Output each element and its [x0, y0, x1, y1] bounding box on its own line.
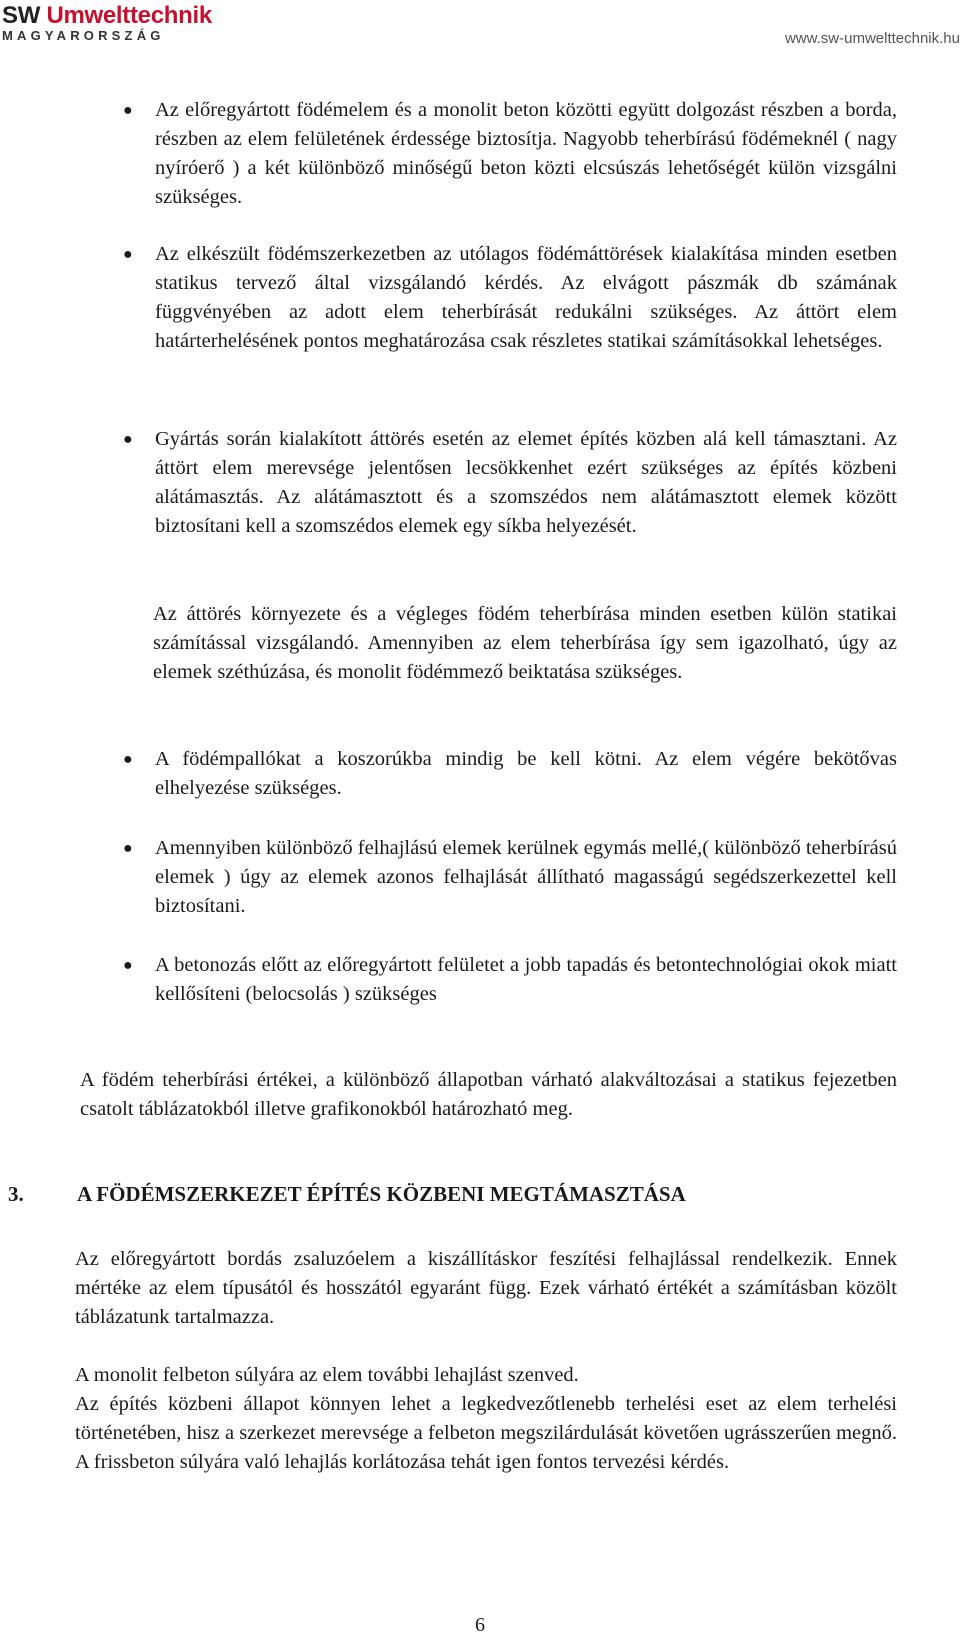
list-item — [123, 834, 897, 921]
page-number: 6 — [475, 1614, 485, 1636]
summary-paragraph: A födém teherbírási értékei, a különböző állapotban várható alakváltozásai a statikus fejezetben csatolt táblázatokból illetve grafikonokból határozható meg. — [80, 1069, 897, 1120]
logo-brand: Umwelttechnik — [46, 2, 212, 29]
section-paragraph: A monolit felbeton súlyára az elem további lehajlást szenved. — [75, 1364, 579, 1386]
bullet-icon: ● — [123, 102, 133, 119]
section-paragraph: Az építés közbeni állapot könnyen lehet a legkedvezőtlenebb terhelési eset az elem terhelési történetében, hisz a szerkezet merevsége a felbeton megszilárdulását követően ugrásszerűen megnő. A frissbeton súlyára való lehajlás korlátozása tehát igen fontos tervezési kérdés. — [75, 1393, 897, 1473]
website-url: www.sw-umwelttechnik.hu — [784, 30, 960, 47]
bullet-icon: ● — [123, 957, 133, 974]
indented-paragraph: Az áttörés környezete és a végleges födém teherbírása minden esetben külön statikai számítással vizsgálandó. Amennyiben az elem teherbírása így sem igazolható, úgy az elemek széthúzása, és monolit födémmező beiktatása szükséges. — [153, 603, 897, 683]
section-number: 3. — [8, 1182, 24, 1206]
bullet-icon: ● — [123, 751, 133, 768]
list-item — [123, 425, 897, 541]
list-item-text: Amennyiben különböző felhajlású elemek kerülnek egymás mellé,( különböző teherbírású elemek ) úgy az elemek azonos felhajlását állítható magasságú segédszerkezettel kell biztosítani. — [155, 837, 897, 917]
list-item-text: Az elkészült födémszerkezetben az utólagos födémáttörések kialakítása minden esetben statikus tervező által vizsgálandó kérdés. Az elvágott pászmák db számának függvényében az adott elem teherbírását redukálni szükséges. Az áttört elem határterhelésének pontos meghatározása csak részletes statikai számításokkal lehetséges. — [155, 243, 897, 352]
bullet-icon: ● — [123, 431, 133, 448]
section-title: A FÖDÉMSZERKEZET ÉPÍTÉS KÖZBENI MEGTÁMASZTÁSA — [77, 1182, 686, 1206]
logo-sw: SW — [2, 2, 41, 29]
section-heading — [8, 1179, 908, 1209]
list-item — [123, 96, 897, 212]
list-item — [123, 745, 897, 803]
company-logo — [2, 2, 212, 43]
logo-subtitle: MAGYARORSZÁG — [2, 28, 165, 43]
list-item — [123, 240, 897, 356]
bullet-icon: ● — [123, 246, 133, 263]
page-header — [0, 0, 960, 56]
list-item — [123, 951, 897, 1009]
list-item-text: Az előregyártott födémelem és a monolit beton közötti együtt dolgozást részben a borda, részben az elem felületének érdessége biztosítja. Nagyobb teherbírású födémeknél ( nagy nyíróerő ) a két különböző minőségű beton közti elcsúszás lehetőségét külön vizsgálni szükséges. — [155, 99, 897, 208]
bullet-icon: ● — [123, 840, 133, 857]
list-item-text: A födémpallókat a koszorúkba mindig be kell kötni. Az elem végére bekötővas elhelyezése szükséges. — [155, 748, 897, 799]
list-item-text: A betonozás előtt az előregyártott felületet a jobb tapadás és betontechnológiai okok miatt kellősíteni (belocsolás ) szükséges — [155, 954, 897, 1005]
list-item-text: Gyártás során kialakított áttörés esetén az elemet építés közben alá kell támasztani. Az áttört elem merevsége jelentősen lecsökkenhet ezért szükséges az építés közbeni alátámasztás. Az alátámasztott és a szomszédos nem alátámasztott elemek között biztosítani kell a szomszédos elemek egy síkba helyezését. — [155, 428, 897, 537]
logo-wordmark — [2, 2, 212, 30]
section-paragraph: Az előregyártott bordás zsaluzóelem a kiszállításkor feszítési felhajlással rendelkezik. Ennek mértéke az elem típusától és hosszától egyaránt függ. Ezek várható értékét a számításban közölt táblázatunk tartalmazza. — [75, 1248, 897, 1328]
